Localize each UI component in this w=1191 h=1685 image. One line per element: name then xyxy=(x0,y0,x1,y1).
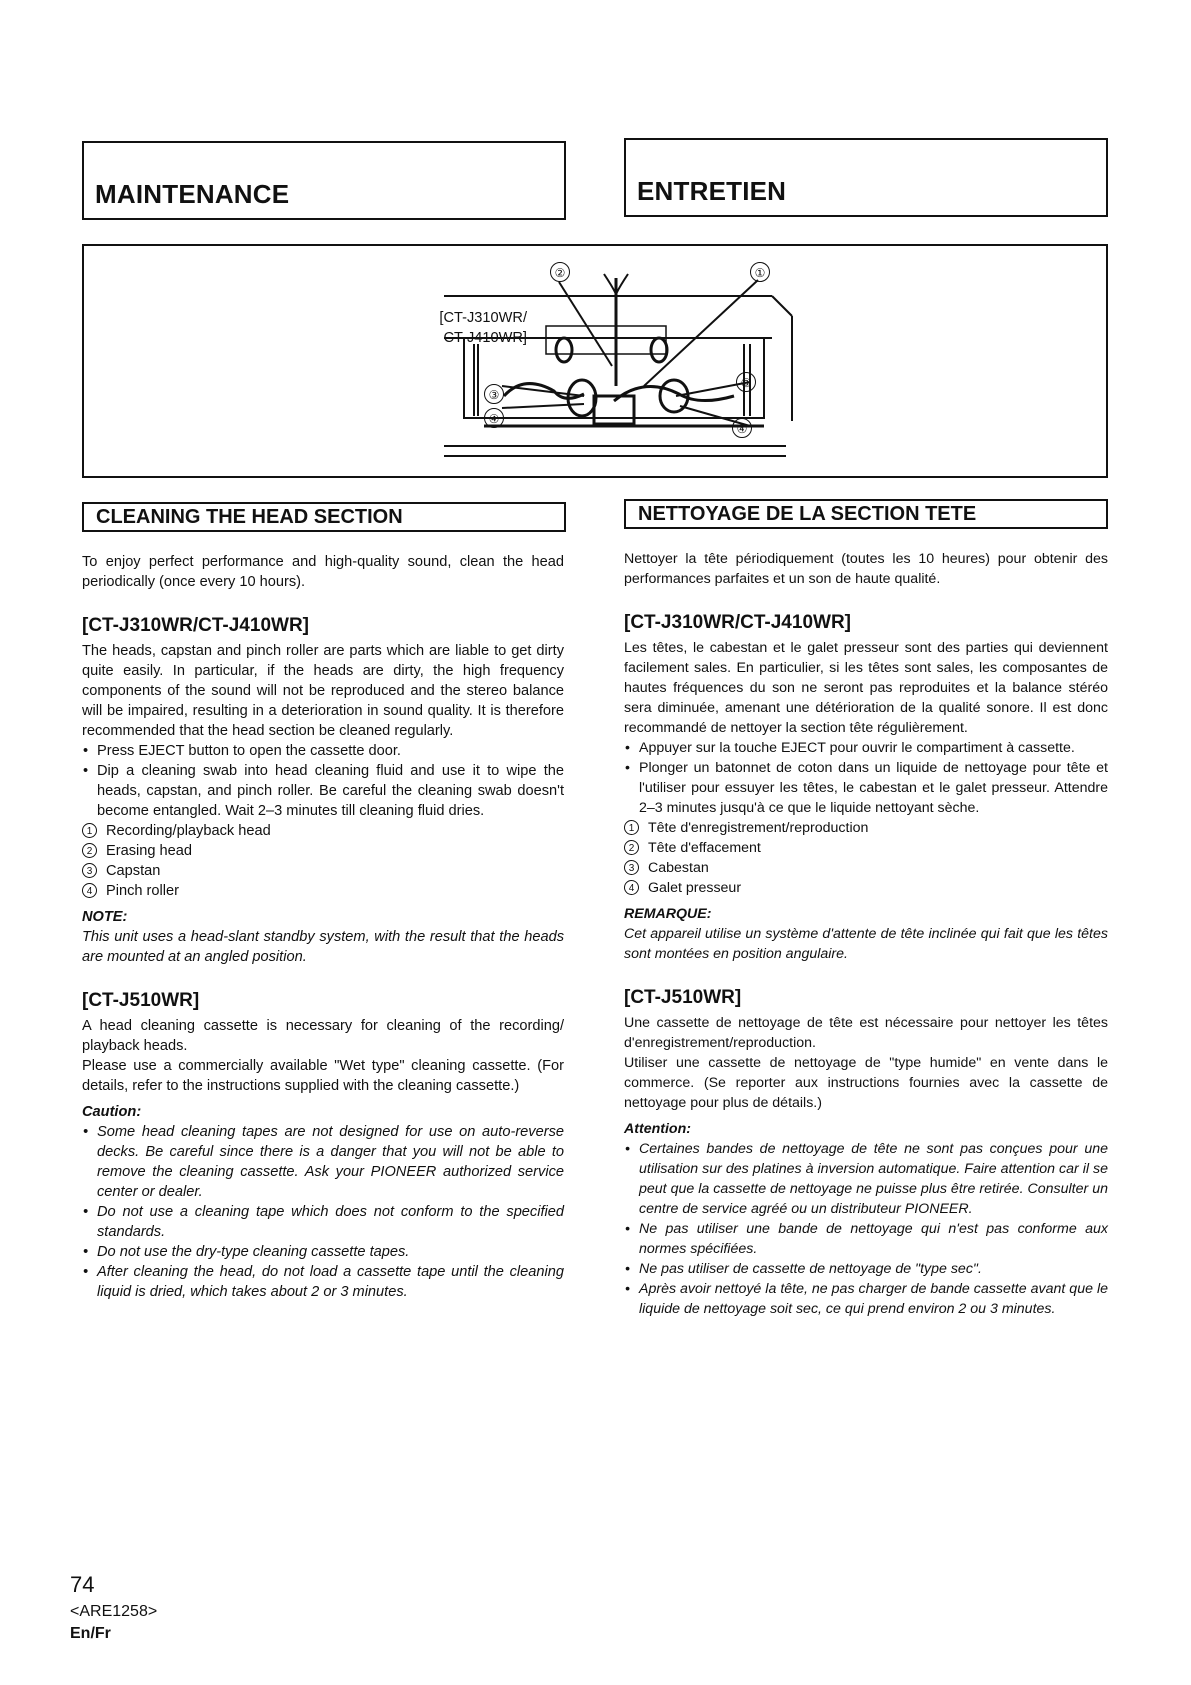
subheading-j310-fr: [CT-J310WR/CT-J410WR] xyxy=(624,612,851,633)
page-title-en: MAINTENANCE xyxy=(95,179,290,209)
subheading-j510-en: [CT-J510WR] xyxy=(82,990,200,1011)
body-j510-1-fr: Une cassette de nettoyage de tête est nécessaire pour nettoyer les têtes d'enregistrement/reproduction. xyxy=(624,1015,1108,1051)
page-number: 74 xyxy=(70,1572,95,1597)
language-code: En/Fr xyxy=(70,1625,111,1642)
steps-list-en xyxy=(82,741,564,821)
note-heading-fr: REMARQUE: xyxy=(624,906,712,922)
list-item: • Dip a cleaning swab into head cleaning fluid and use it to wipe the heads, capstan, and pinch roller. Be careful the cleaning swab doesn't become entangled. Wait 2–3 minutes till cleaning fluid dries. xyxy=(82,761,564,821)
steps-list-fr xyxy=(624,738,1108,818)
note-body-en: This unit uses a head-slant standby system, with the result that the heads are mounted at an angled position. xyxy=(82,929,564,965)
list-item: 1 Recording/playback head xyxy=(82,821,564,841)
list-item: 4 Pinch roller xyxy=(82,881,564,901)
list-item: • Do not use the dry-type cleaning cassette tapes. xyxy=(82,1242,564,1262)
section-title-fr: NETTOYAGE DE LA SECTION TETE xyxy=(638,503,977,525)
callout-3-left: ③ xyxy=(484,384,504,404)
list-item: 1 Tête d'enregistrement/reproduction xyxy=(624,818,1108,838)
callout-1: ① xyxy=(750,262,770,282)
caution-heading-fr: Attention: xyxy=(624,1121,691,1137)
section-title-en: CLEANING THE HEAD SECTION xyxy=(96,506,403,528)
list-item: • Plonger un batonnet de coton dans un liquide de nettoyage pour tête et l'utiliser pour essuyer les têtes, le cabestan et le galet presseur. Attendre 2–3 minutes jusqu'à ce que le liquide nettoyant sèche. xyxy=(624,758,1108,818)
list-item: • Ne pas utiliser une bande de nettoyage qui n'est pas conforme aux normes spécifiées. xyxy=(624,1219,1108,1259)
body-j310-fr: Les têtes, le cabestan et le galet presseur sont des parties qui deviennent facilement sales. En particulier, si les têtes sont sales, les composantes de hautes fréquences du son ne seront pas reproduites et la balance stéréo sera diminuée, amenant une détérioration de la qualité sonore. Il est donc recommandé de nettoyer la section tête régulièrement. xyxy=(624,640,1108,736)
body-j510-2-en: Please use a commercially available "Wet type" cleaning cassette. (For details, refer to the instructions supplied with the cleaning cassette.) xyxy=(82,1058,564,1094)
maintenance-title-box xyxy=(82,141,566,220)
callout-4-right: ④ xyxy=(732,418,752,438)
list-item: 3 Cabestan xyxy=(624,858,1108,878)
body-j510-2-fr: Utiliser une cassette de nettoyage de "type humide" en vente dans le commerce. (Se reporter aux instructions fournies avec la cassette de nettoyage pour plus de détails.) xyxy=(624,1055,1108,1111)
list-item: • Some head cleaning tapes are not designed for use on auto-reverse decks. Be careful since there is a danger that you will not be able to remove the cleaning cassette. Ask your PIONEER authorized service center or dealer. xyxy=(82,1122,564,1202)
section-title-box-fr xyxy=(624,499,1108,529)
entretien-title-box xyxy=(624,138,1108,217)
head-section-figure xyxy=(82,244,1108,478)
list-item: • Certaines bandes de nettoyage de tête ne sont pas conçues pour une utilisation sur des platines à inversion automatique. Faire attention car il se peut que la cassette de nettoyage ne puisse plus être retirée. Consulter un centre de service agréé ou un distributeur PIONEER. xyxy=(624,1139,1108,1219)
caution-heading-en: Caution: xyxy=(82,1104,142,1120)
list-item: • Appuyer sur la touche EJECT pour ouvrir le compartiment à cassette. xyxy=(624,738,1108,758)
caution-list-en xyxy=(82,1122,564,1302)
callout-2: ② xyxy=(550,262,570,282)
intro-en: To enjoy perfect performance and high-quality sound, clean the head periodically (once every 10 hours). xyxy=(82,554,564,590)
list-item: 3 Capstan xyxy=(82,861,564,881)
section-title-box-en xyxy=(82,502,566,532)
subheading-j510-fr: [CT-J510WR] xyxy=(624,987,742,1008)
subheading-j310-en: [CT-J310WR/CT-J410WR] xyxy=(82,615,309,636)
list-item: • Press EJECT button to open the cassette door. xyxy=(82,741,564,761)
list-item: • Do not use a cleaning tape which does not conform to the specified standards. xyxy=(82,1202,564,1242)
parts-list-en xyxy=(82,821,564,901)
note-body-fr: Cet appareil utilise un système d'attente de tête inclinée qui fait que les têtes sont montées en position angulaire. xyxy=(624,926,1108,962)
list-item: 2 Erasing head xyxy=(82,841,564,861)
list-item: • After cleaning the head, do not load a cassette tape until the cleaning liquid is dried, which takes about 2 or 3 minutes. xyxy=(82,1262,564,1302)
note-heading-en: NOTE: xyxy=(82,909,128,925)
caution-list-fr xyxy=(624,1139,1108,1319)
parts-list-fr xyxy=(624,818,1108,898)
model-label: [CT-J310WR/ CT-J410WR] xyxy=(439,310,527,346)
body-j510-1-en: A head cleaning cassette is necessary for cleaning of the recording/ playback heads. xyxy=(82,1018,564,1054)
cassette-deck-diagram xyxy=(444,246,864,478)
callout-4-left: ④ xyxy=(484,408,504,428)
english-column xyxy=(82,552,564,1302)
body-j310-en: The heads, capstan and pinch roller are parts which are liable to get dirty quite easily. In particular, if the heads are dirty, the high frequency components of the sound will not be reproduced and the stereo balance will be impaired, resulting in a deterioration in sound quality. It is therefore recommended that the head section be cleaned regularly. xyxy=(82,643,564,739)
intro-fr: Nettoyer la tête périodiquement (toutes les 10 heures) pour obtenir des performances parfaites et un son de haute qualité. xyxy=(624,551,1108,587)
document-code: <ARE1258> xyxy=(70,1603,158,1620)
list-item: • Ne pas utiliser de cassette de nettoyage de "type sec". xyxy=(624,1259,1108,1279)
french-column xyxy=(624,549,1108,1319)
page-title-fr: ENTRETIEN xyxy=(637,176,787,206)
list-item: • Après avoir nettoyé la tête, ne pas charger de bande cassette avant que le liquide de nettoyage soit sec, ce qui prend environ 2 ou 3 minutes. xyxy=(624,1279,1108,1319)
list-item: 4 Galet presseur xyxy=(624,878,1108,898)
callout-3-right: ③ xyxy=(736,372,756,392)
list-item: 2 Tête d'effacement xyxy=(624,838,1108,858)
